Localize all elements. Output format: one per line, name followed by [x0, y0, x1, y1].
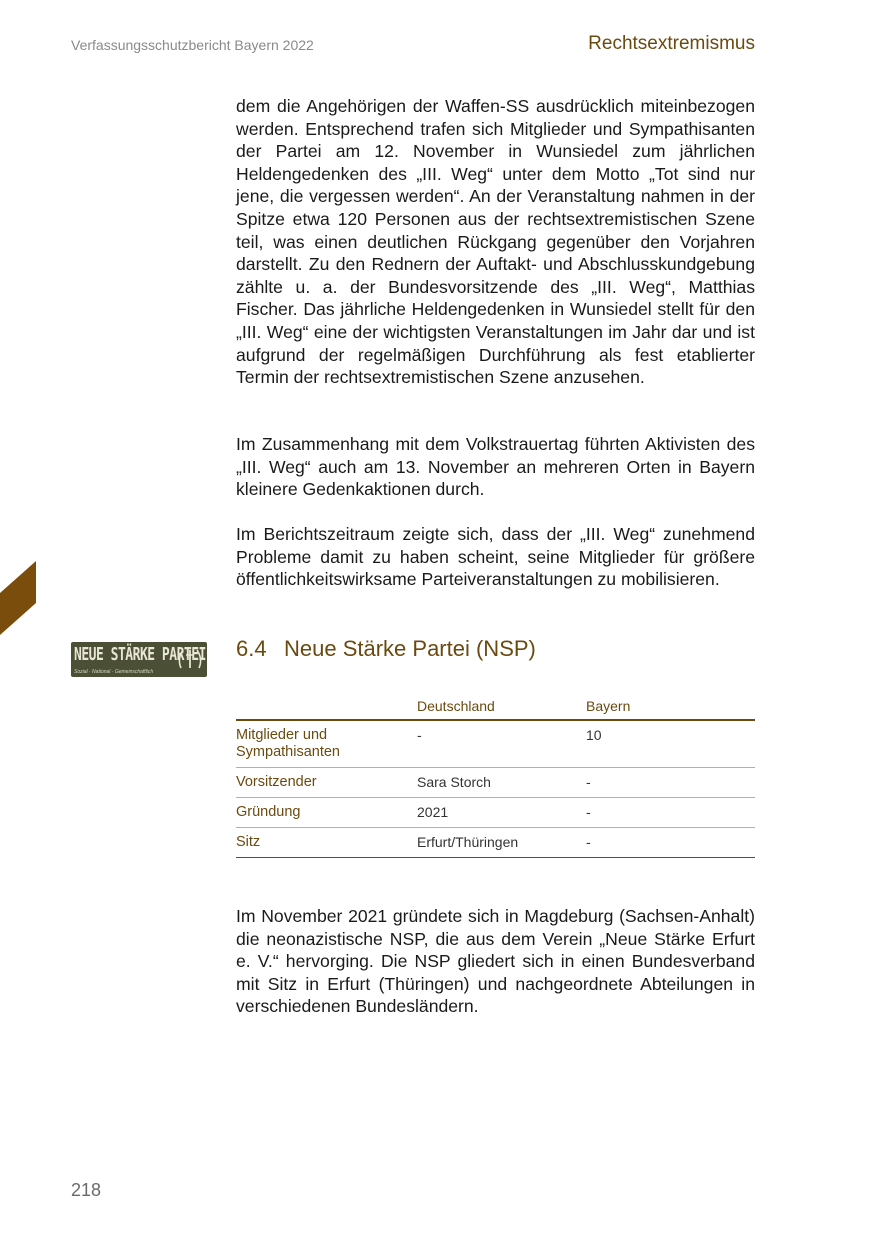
row-label: Sitz	[236, 828, 417, 858]
table-row	[236, 798, 755, 828]
header-publication: Verfassungsschutzbericht Bayern 2022	[71, 37, 314, 53]
row-value-bayern: -	[586, 798, 755, 828]
row-label: Gründung	[236, 798, 417, 828]
wreath-icon	[175, 644, 205, 674]
row-value-deutschland: Erfurt/Thüringen	[417, 828, 586, 858]
row-value-bayern: 10	[586, 720, 755, 768]
table-row	[236, 828, 755, 858]
table-header-bayern: Bayern	[586, 694, 755, 720]
row-value-bayern: -	[586, 768, 755, 798]
section-number: 6.4	[236, 636, 267, 661]
row-value-deutschland: Sara Storch	[417, 768, 586, 798]
row-value-deutschland: -	[417, 720, 586, 768]
party-info-table	[236, 694, 755, 858]
header-chapter: Rechtsextremismus	[588, 33, 755, 54]
paragraph-volkstrauertag: Im Zusammenhang mit dem Volkstrauertag führten Aktivisten des „III. Weg“ auch am 13. November an mehreren Orten in Bayern kleinere Gedenkaktionen durch.	[236, 434, 755, 500]
chapter-side-tab	[0, 561, 36, 635]
nsp-logo	[71, 642, 207, 677]
table-header-empty	[236, 694, 417, 720]
paragraph-nsp-founding: Im November 2021 gründete sich in Magdeburg (Sachsen-Anhalt) die neonazistische NSP, die aus dem Verein „Neue Stärke Erfurt e. V.“ hervorging. Die NSP gliedert sich in einen Bundesverband mit Sitz in Erfurt (Thüringen) und nachgeordnete Abteilungen in verschiedenen Bundesländern.	[236, 906, 755, 1017]
paragraph-wunsiedel: dem die Angehörigen der Waffen-SS ausdrücklich miteinbezogen werden. Entsprechend trafen sich Mitglieder und Sympathisanten der Partei am 12. November in Wunsiedel zum jährlichen Heldengedenken des „III. Weg“ unter dem Motto „Tot sind nur jene, die vergessen werden“. An der Veranstaltung nahmen in der Spitze etwa 120 Personen aus der rechtsextremistischen Szene teil, was einen deutlichen Rückgang gegenüber den Vorjahren darstellt. Zu den Rednern der Auftakt- und Abschlusskundgebung zählte u. a. der Bundesvorsitzende des „III. Weg“, Matthias Fischer. Das jährliche Heldengedenken in Wunsiedel stellt für den „III. Weg“ eine der wichtigsten Veranstaltungen im Jahr dar und ist aufgrund der regelmäßigen Durchführung als fest etablierter Termin der rechtsextremistischen Szene anzusehen.	[236, 96, 755, 388]
row-value-deutschland: 2021	[417, 798, 586, 828]
row-value-bayern: -	[586, 828, 755, 858]
section-heading	[236, 636, 536, 662]
logo-name: NEUE STÄRKE PARTEI	[74, 645, 206, 666]
logo-tagline: Sozial · National · Gemeinschaftlich	[74, 669, 154, 675]
page-number: 218	[71, 1180, 102, 1200]
paragraph-mobilization: Im Berichtszeitraum zeigte sich, dass der „III. Weg“ zunehmend Probleme damit zu haben scheint, seine Mitglieder für größere öffentlichkeitswirksame Parteiveranstaltungen zu mobilisieren.	[236, 524, 755, 590]
table-header-row	[236, 694, 755, 720]
table-row	[236, 720, 755, 768]
section-title: Neue Stärke Partei (NSP)	[284, 636, 536, 661]
table-row	[236, 768, 755, 798]
row-label: Mitglieder und Sympathisanten	[236, 720, 417, 768]
row-label: Vorsitzender	[236, 768, 417, 798]
table-header-deutschland: Deutschland	[417, 694, 586, 720]
